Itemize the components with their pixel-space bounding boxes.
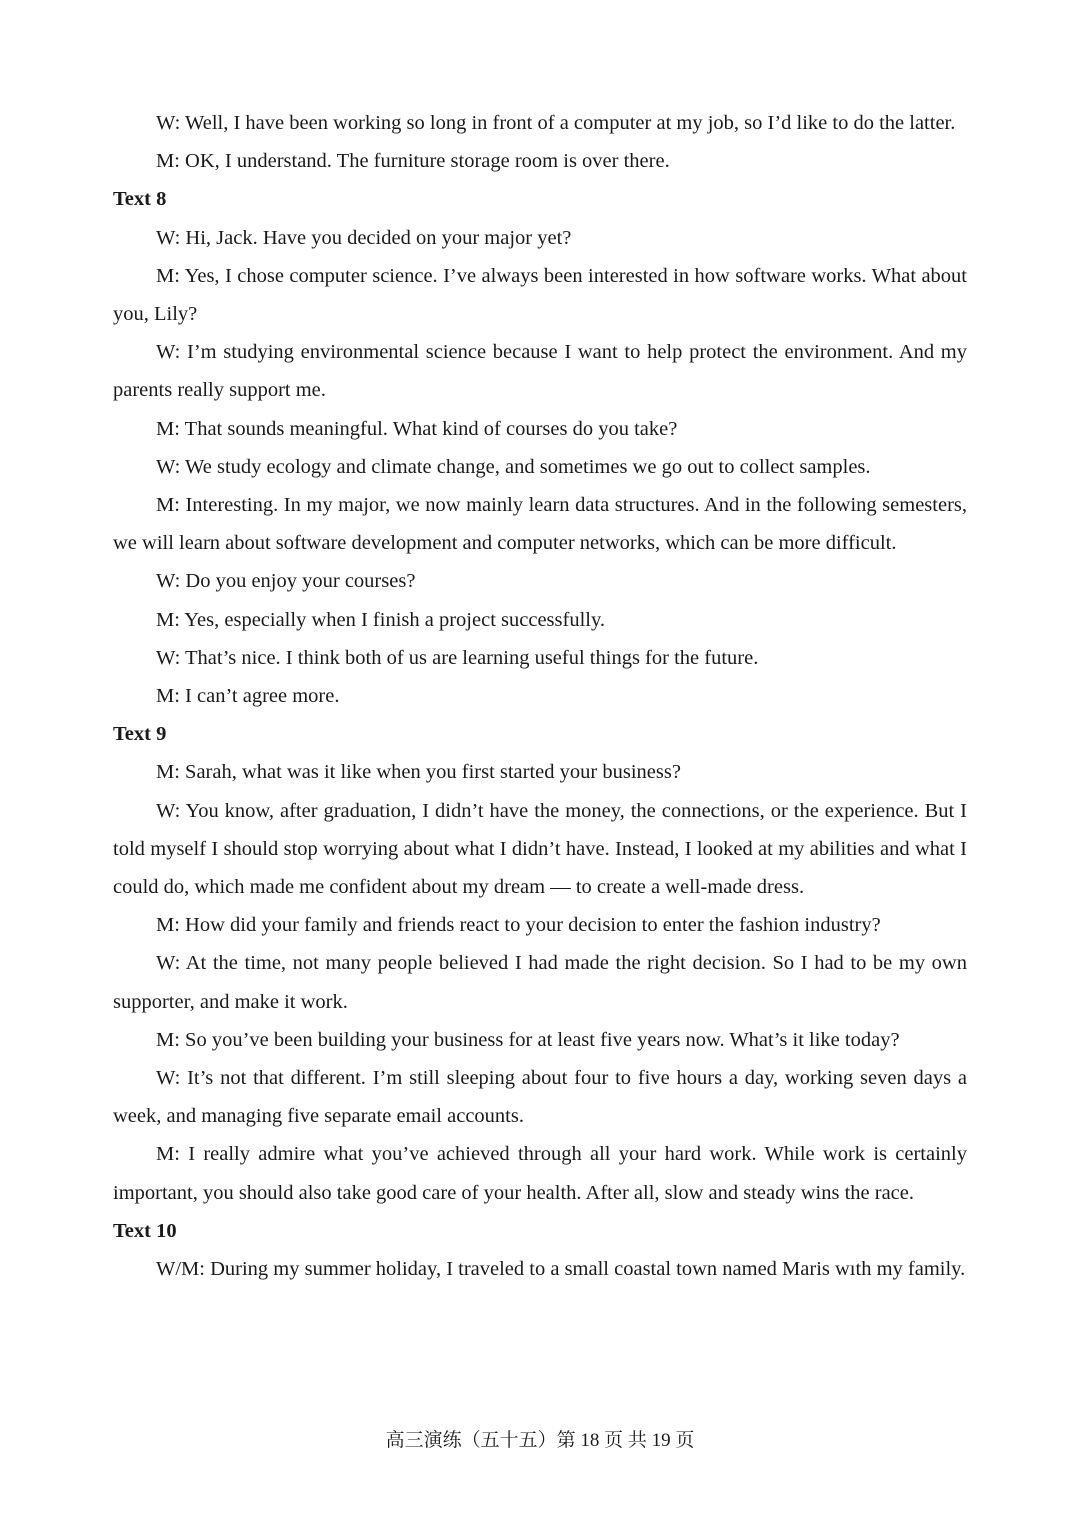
dialogue-line: W: Do you enjoy your courses?	[156, 570, 416, 593]
section-heading-text-9: Text 9	[113, 723, 167, 746]
dialogue-line: W: Hi, Jack. Have you decided on your major yet?	[156, 226, 572, 249]
dialogue-line: M: OK, I understand. The furniture storage room is over there.	[156, 150, 670, 173]
dialogue-line: W: Well, I have been working so long in front of a computer at my job, so I’d like to do the latter.	[156, 112, 956, 134]
dialogue-line: M: How did your family and friends react to your decision to enter the fashion industry?	[156, 914, 881, 937]
dialogue-line: M: I can’t agree more.	[156, 685, 340, 708]
transcript-page	[113, 104, 967, 1288]
dialogue-line: W: We study ecology and climate change, and sometimes we go out to collect samples.	[156, 455, 871, 478]
dialogue-line: M: Yes, especially when I finish a project successfully.	[156, 608, 606, 631]
dialogue-line: W: It’s not that different. I’m still sleeping about four to five hours a day, working seven days a week, and managing five separate email accounts.	[113, 1067, 967, 1128]
section-heading-text-8: Text 8	[113, 188, 167, 211]
dialogue-line: W: You know, after graduation, I didn’t have the money, the connections, or the experience. But I told myself I should stop worrying about what I didn’t have. Instead, I looked at my abilities and what I could do, which made me confident about my dream — to create a well-made dress.	[113, 799, 967, 899]
monologue-line: W/M: During my summer holiday, I traveled to a small coastal town named Maris wıth my family.	[156, 1258, 966, 1281]
dialogue-line: M: I really admire what you’ve achieved through all your hard work. While work is certainly important, you should also take good care of your health. After all, slow and steady wins the race.	[113, 1143, 967, 1204]
dialogue-line: W: That’s nice. I think both of us are learning useful things for the future.	[156, 646, 759, 669]
dialogue-line: M: So you’ve been building your business for at least five years now. What’s it like today?	[156, 1028, 900, 1051]
section-heading-text-10: Text 10	[113, 1219, 177, 1242]
dialogue-line: W: At the time, not many people believed I had made the right decision. So I had to be my own supporter, and make it work.	[113, 952, 967, 1013]
dialogue-line: M: That sounds meaningful. What kind of courses do you take?	[156, 417, 678, 440]
page-footer: 高三演练（五十五）第 18 页 共 19 页	[385, 1430, 695, 1451]
dialogue-line: W: I’m studying environmental science because I want to help protect the environment. And my parents really support me.	[113, 341, 967, 402]
dialogue-line: M: Interesting. In my major, we now mainly learn data structures. And in the following semesters, we will learn about software development and computer networks, which can be more difficult.	[113, 494, 967, 555]
dialogue-line: M: Yes, I chose computer science. I’ve always been interested in how software works. What about you, Lily?	[113, 264, 967, 326]
dialogue-line: M: Sarah, what was it like when you first started your business?	[156, 761, 681, 784]
